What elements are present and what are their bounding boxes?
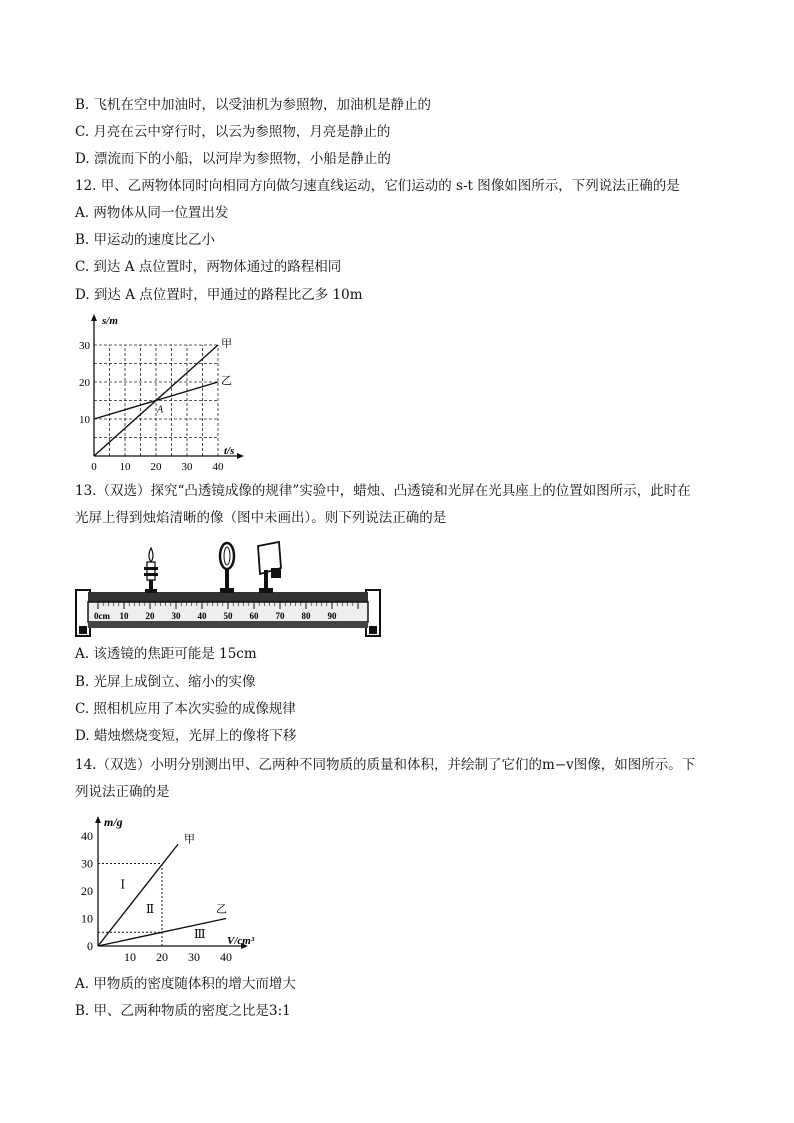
- q13-stem-line1: 13.（双选）探究“凸透镜成像的规律”实验中，蜡烛、凸透镜和光屏在光具座上的位置如图所示，此时在: [75, 483, 691, 499]
- bench-tick-label: 70: [275, 611, 285, 621]
- x-tick-label: 0: [91, 461, 97, 473]
- bench-tick-label: 20: [145, 611, 155, 621]
- bench-left-foot: [79, 626, 87, 634]
- light-screen: [258, 542, 281, 593]
- q12-option-b: B. 甲运动的速度比乙小: [75, 232, 216, 248]
- x-tick-label: 30: [188, 950, 200, 964]
- convex-lens: [220, 543, 234, 593]
- mv-chart: [70, 808, 270, 968]
- q11-option-d: D. 漂流而下的小船，以河岸为参照物，小船是静止的: [75, 151, 391, 167]
- y-tick-label: 10: [79, 414, 90, 426]
- region-label: Ⅱ: [146, 902, 155, 916]
- x-tick-label: 10: [119, 461, 131, 473]
- q12-option-a: A. 两物体从同一位置出发: [75, 205, 229, 221]
- q11-option-b: B. 飞机在空中加油时，以受油机为参照物，加油机是静止的: [75, 97, 432, 113]
- st-chart: [70, 308, 250, 476]
- x-tick-label: 30: [181, 461, 193, 473]
- x-axis-label: V/cm³: [227, 935, 255, 947]
- series-label: 甲: [184, 833, 195, 846]
- y-tick-label: 30: [81, 856, 93, 871]
- q13-option-d: D. 蜡烛燃烧变短，光屏上的像将下移: [75, 728, 297, 744]
- y-axis-label: s/m: [102, 315, 118, 327]
- y-tick-label: 20: [81, 884, 93, 898]
- bench-tick-label: 30: [171, 611, 181, 621]
- series-label: 乙: [216, 903, 227, 916]
- y-axis-label: m/g: [104, 815, 123, 829]
- y-tick-label: 40: [81, 829, 93, 843]
- bench-tick-label: 40: [197, 611, 207, 621]
- optical-bench-figure: [74, 540, 384, 640]
- q12-option-c: C. 到达 A 点位置时，两物体通过的路程相同: [75, 259, 342, 275]
- candle: [144, 548, 158, 593]
- series-label: 甲: [221, 338, 232, 350]
- bench-rail-bottom: [88, 622, 368, 628]
- bench-right-foot: [369, 626, 377, 634]
- y-axis-arrow: [95, 816, 101, 823]
- x-axis-arrow: [237, 453, 244, 459]
- x-tick-label: 40: [220, 950, 232, 964]
- bench-tick-label: 10: [119, 611, 129, 621]
- y-tick-label: 0: [87, 939, 93, 953]
- y-tick-label: 20: [79, 377, 90, 389]
- y-tick-label: 10: [81, 911, 93, 926]
- q13-option-c: C. 照相机应用了本次实验的成像规律: [75, 701, 296, 717]
- x-tick-label: 40: [212, 461, 224, 473]
- bench-tick-label: 90: [327, 611, 337, 621]
- x-tick-label: 20: [156, 950, 168, 964]
- bench-tick-label: 60: [249, 611, 259, 621]
- y-tick-label: 30: [79, 340, 90, 352]
- q13-option-b: B. 光屏上成倒立、缩小的实像: [75, 674, 256, 690]
- region-label: Ⅲ: [194, 926, 206, 941]
- q14-stem-line2: 列说法正确的是: [75, 784, 170, 800]
- series-label: 乙: [221, 375, 232, 387]
- x-tick-label: 10: [124, 950, 136, 964]
- q12-stem: 12. 甲、乙两物体同时向相同方向做匀速直线运动，它们运动的 s-t 图像如图所示，下列说法正确的是: [75, 178, 680, 194]
- x-axis-label: t/s: [224, 445, 235, 457]
- q14-option-a: A. 甲物质的密度随体积的增大而增大: [75, 976, 296, 992]
- bench-tick-label: 80: [301, 611, 311, 621]
- q11-option-c: C. 月亮在云中穿行时，以云为参照物，月亮是静止的: [75, 124, 391, 140]
- y-axis-arrow: [91, 314, 97, 321]
- bench-zero-label: 0cm: [94, 611, 110, 621]
- region-label: Ⅰ: [120, 877, 126, 892]
- q12-option-d: D. 到达 A 点位置时，甲通过的路程比乙多 10m: [75, 287, 363, 303]
- bench-rail-top: [88, 592, 368, 602]
- bench-tick-label: 50: [223, 611, 233, 621]
- q14-option-b: B. 甲、乙两种物质的密度之比是3:1: [75, 1003, 291, 1019]
- x-tick-label: 20: [150, 461, 162, 473]
- q13-option-a: A. 该透镜的焦距可能是 15cm: [75, 646, 257, 662]
- point-a-label: A: [157, 404, 164, 416]
- q13-stem-line2: 光屏上得到烛焰清晰的像（图中未画出）。则下列说法正确的是: [75, 510, 447, 526]
- q14-stem-line1: 14.（双选）小明分别测出甲、乙两种不同物质的质量和体积，并绘制了它们的m−v图像，如图所示。下: [75, 757, 696, 773]
